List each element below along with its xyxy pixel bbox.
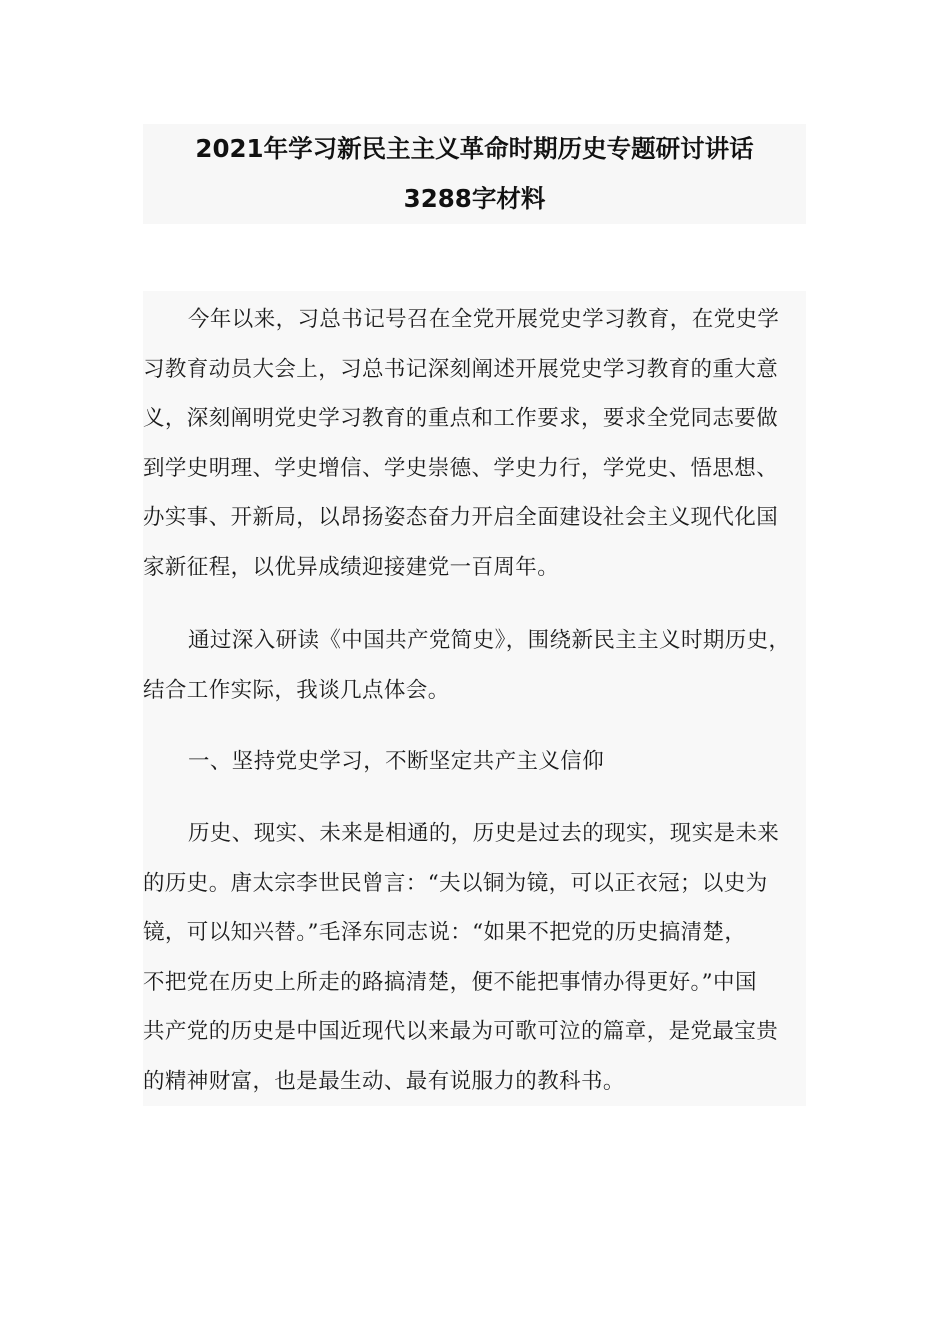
paragraph-line: 不把党在历史上所走的路搞清楚，便不能把事情办得更好。”中国 — [143, 969, 757, 995]
paragraph-line: 历史、现实、未来是相通的，历史是过去的现实，现实是未来 — [188, 821, 780, 846]
paragraph-history — [143, 809, 806, 1106]
paragraph-line: 家新征程，以优异成绩迎接建党一百周年。 — [143, 554, 560, 580]
paragraph-line: 办实事、开新局，以昂扬姿态奋力开启全面建设社会主义现代化国 — [143, 505, 779, 530]
paragraph-intro — [143, 295, 806, 592]
paragraph-line: 的精神财富，也是最生动、最有说服力的教科书。 — [143, 1068, 625, 1094]
title-line-1: 2021年学习新民主主义革命时期历史专题研讨讲话 — [195, 134, 754, 163]
paragraph-line: 的历史。唐太宗李世民曾言：“夫以铜为镜，可以正衣冠；以史为 — [143, 870, 768, 896]
paragraph-line: 共产党的历史是中国近现代以来最为可歌可泣的篇章，是党最宝贵 — [143, 1019, 779, 1044]
section-heading-1 — [143, 737, 806, 787]
paragraph-line: 通过深入研读《中国共产党简史》，围绕新民主主义时期历史， — [188, 628, 791, 653]
document-body — [143, 291, 806, 1106]
heading-line: 一、坚持党史学习，不断坚定共产主义信仰 — [188, 749, 605, 774]
paragraph-line: 结合工作实际，我谈几点体会。 — [143, 677, 450, 703]
document-title — [143, 124, 806, 224]
paragraph-line: 习教育动员大会上，习总书记深刻阐述开展党史学习教育的重大意 — [143, 356, 779, 382]
paragraph-line: 到学史明理、学史增信、学史崇德、学史力行，学党史、悟思想、 — [143, 455, 779, 481]
title-line-2: 3288字材料 — [403, 184, 546, 213]
paragraph-line: 今年以来，习总书记号召在全党开展党史学习教育，在党史学 — [188, 307, 780, 332]
paragraph-reading — [143, 616, 806, 715]
paragraph-line: 义，深刻阐明党史学习教育的重点和工作要求，要求全党同志要做 — [143, 406, 779, 431]
paragraph-line: 镜，可以知兴替。”毛泽东同志说：“如果不把党的历史搞清楚， — [143, 920, 747, 945]
